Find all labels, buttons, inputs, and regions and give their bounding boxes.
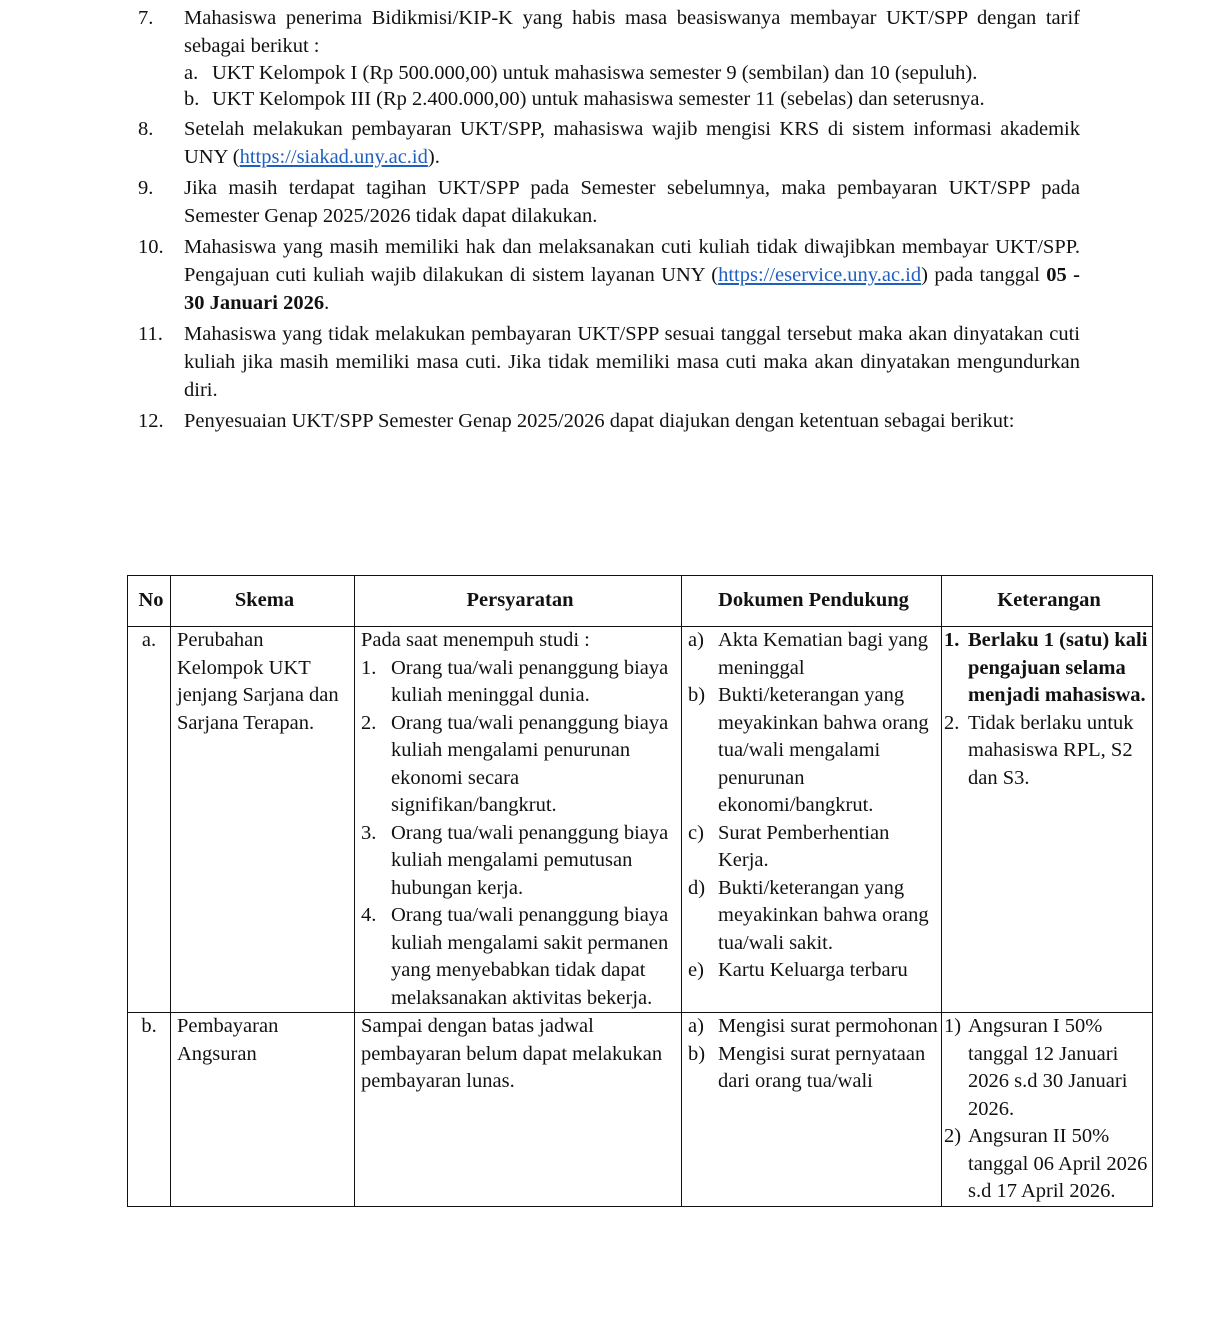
row-no: a.: [128, 627, 171, 1013]
ukt-adjustment-table: [127, 575, 1153, 1207]
list-item: 1. Orang tua/wali penanggung biaya kuliah meninggal dunia.: [361, 656, 669, 706]
persyaratan-intro: Pada saat menempuh studi :: [361, 629, 590, 651]
list-item: e) Kartu Keluarga terbaru: [688, 959, 908, 981]
list-item: 1) Angsuran I 50% tanggal 12 Januari 2026 s.d 30 Januari 2026.: [944, 1015, 1128, 1120]
item-number: 8.: [138, 118, 154, 140]
list-item: b) Mengisi surat pernyataan dari orang tua/wali: [688, 1042, 926, 1092]
header-no: No: [128, 576, 171, 627]
list-item: [138, 233, 1080, 317]
list-item: 1. Berlaku 1 (satu) kali pengajuan selama menjadi mahasiswa.: [944, 629, 1148, 706]
list-item: 2) Angsuran II 50% tanggal 06 April 2026 s.d 17 April 2026.: [944, 1125, 1148, 1202]
row-dokumen: [682, 627, 942, 1013]
table-row: [128, 1013, 1153, 1207]
item-number: 11.: [138, 323, 163, 345]
list-item: a) Akta Kematian bagi yang meninggal: [688, 629, 929, 679]
row-skema: Perubahan Kelompok UKT jenjang Sarjana dan Sarjana Terapan.: [171, 627, 355, 1013]
list-item: [138, 320, 1080, 404]
list-item: 2. Tidak berlaku untuk mahasiswa RPL, S2 dan S3.: [944, 711, 1134, 789]
siakad-link[interactable]: https://siakad.uny.ac.id: [239, 146, 428, 168]
item-text: .: [324, 292, 330, 314]
item-text: Mahasiswa yang tidak melakukan pembayaran UKT/SPP sesuai tanggal tersebut maka akan dinyatakan cuti kuliah jika masih memiliki masa cuti. Jika tidak memiliki masa cuti maka akan dinyatakan mengundurkan diri.: [184, 323, 1080, 401]
item-text: Jika masih terdapat tagihan UKT/SPP pada Semester sebelumnya, maka pembayaran UKT/SPP pada Semester Genap 2025/2026 tidak dapat dilakukan.: [184, 177, 1080, 227]
item-text: Penyesuaian UKT/SPP Semester Genap 2025/2026 dapat diajukan dengan ketentuan sebagai berikut:: [184, 410, 1015, 432]
item-text: ) pada tanggal: [921, 264, 1047, 286]
sub-item-letter: a.: [184, 62, 199, 84]
item-text: Mahasiswa penerima Bidikmisi/KIP-K yang habis masa beasiswanya membayar UKT/SPP dengan tarif sebagai berikut :: [184, 7, 1080, 57]
numbered-list: [138, 4, 1080, 438]
list-item: 4. Orang tua/wali penanggung biaya kuliah mengalami sakit permanen yang menyebabkan tidak dapat melaksanakan aktivitas bekerja.: [361, 904, 669, 1009]
row-persyaratan: [355, 627, 682, 1013]
eservice-link[interactable]: https://eservice.uny.ac.id: [718, 264, 922, 286]
header-keterangan: Keterangan: [942, 576, 1153, 627]
list-item: d) Bukti/keterangan yang meyakinkan bahwa orang tua/wali sakit.: [688, 876, 929, 954]
list-item: [138, 4, 1080, 112]
header-persyaratan: Persyaratan: [355, 576, 682, 627]
item-text: ).: [427, 146, 440, 168]
item-number: 12.: [138, 410, 164, 432]
item-number: 9.: [138, 177, 154, 199]
sub-item-text: UKT Kelompok I (Rp 500.000,00) untuk mahasiswa semester 9 (sembilan) dan 10 (sepuluh).: [212, 62, 978, 84]
item-text: Mahasiswa yang masih memiliki hak dan melaksanakan cuti kuliah tidak diwajibkan membayar UKT/SPP. Pengajuan cuti kuliah wajib dilakukan di sistem layanan UNY (: [184, 236, 1080, 286]
row-dokumen: [682, 1013, 942, 1207]
row-keterangan: [942, 627, 1153, 1013]
list-item: 2. Orang tua/wali penanggung biaya kuliah mengalami penurunan ekonomi secara signifikan/bangkrut.: [361, 711, 669, 816]
sub-item-letter: b.: [184, 88, 200, 110]
list-item: [138, 174, 1080, 230]
item-number: 10.: [138, 236, 164, 258]
item-text: Setelah melakukan pembayaran UKT/SPP, mahasiswa wajib mengisi KRS di sistem informasi akademik UNY (: [184, 118, 1080, 168]
list-item: c) Surat Pemberhentian Kerja.: [688, 821, 890, 871]
sub-item: [184, 87, 1080, 112]
row-no: b.: [128, 1013, 171, 1207]
table-row: [128, 627, 1153, 1013]
table-header-row: [128, 576, 1153, 627]
sub-item-text: UKT Kelompok III (Rp 2.400.000,00) untuk mahasiswa semester 11 (sebelas) dan seterusnya.: [212, 88, 985, 110]
list-item: [138, 407, 1080, 435]
date-range: 05 - 30 Januari 2026: [184, 264, 1080, 314]
item-number: 7.: [138, 7, 154, 29]
row-persyaratan: Sampai dengan batas jadwal pembayaran belum dapat melakukan pembayaran lunas.: [355, 1013, 682, 1207]
list-item: b) Bukti/keterangan yang meyakinkan bahwa orang tua/wali mengalami penurunan ekonomi/bangkrut.: [688, 684, 929, 816]
header-dokumen: Dokumen Pendukung: [682, 576, 942, 627]
row-keterangan: [942, 1013, 1153, 1207]
row-skema: Pembayaran Angsuran: [171, 1013, 355, 1207]
list-item: 3. Orang tua/wali penanggung biaya kuliah mengalami pemutusan hubungan kerja.: [361, 821, 669, 899]
list-item: a) Mengisi surat permohonan: [688, 1015, 938, 1037]
header-skema: Skema: [171, 576, 355, 627]
list-item: [138, 115, 1080, 171]
sub-item: [184, 61, 1080, 86]
